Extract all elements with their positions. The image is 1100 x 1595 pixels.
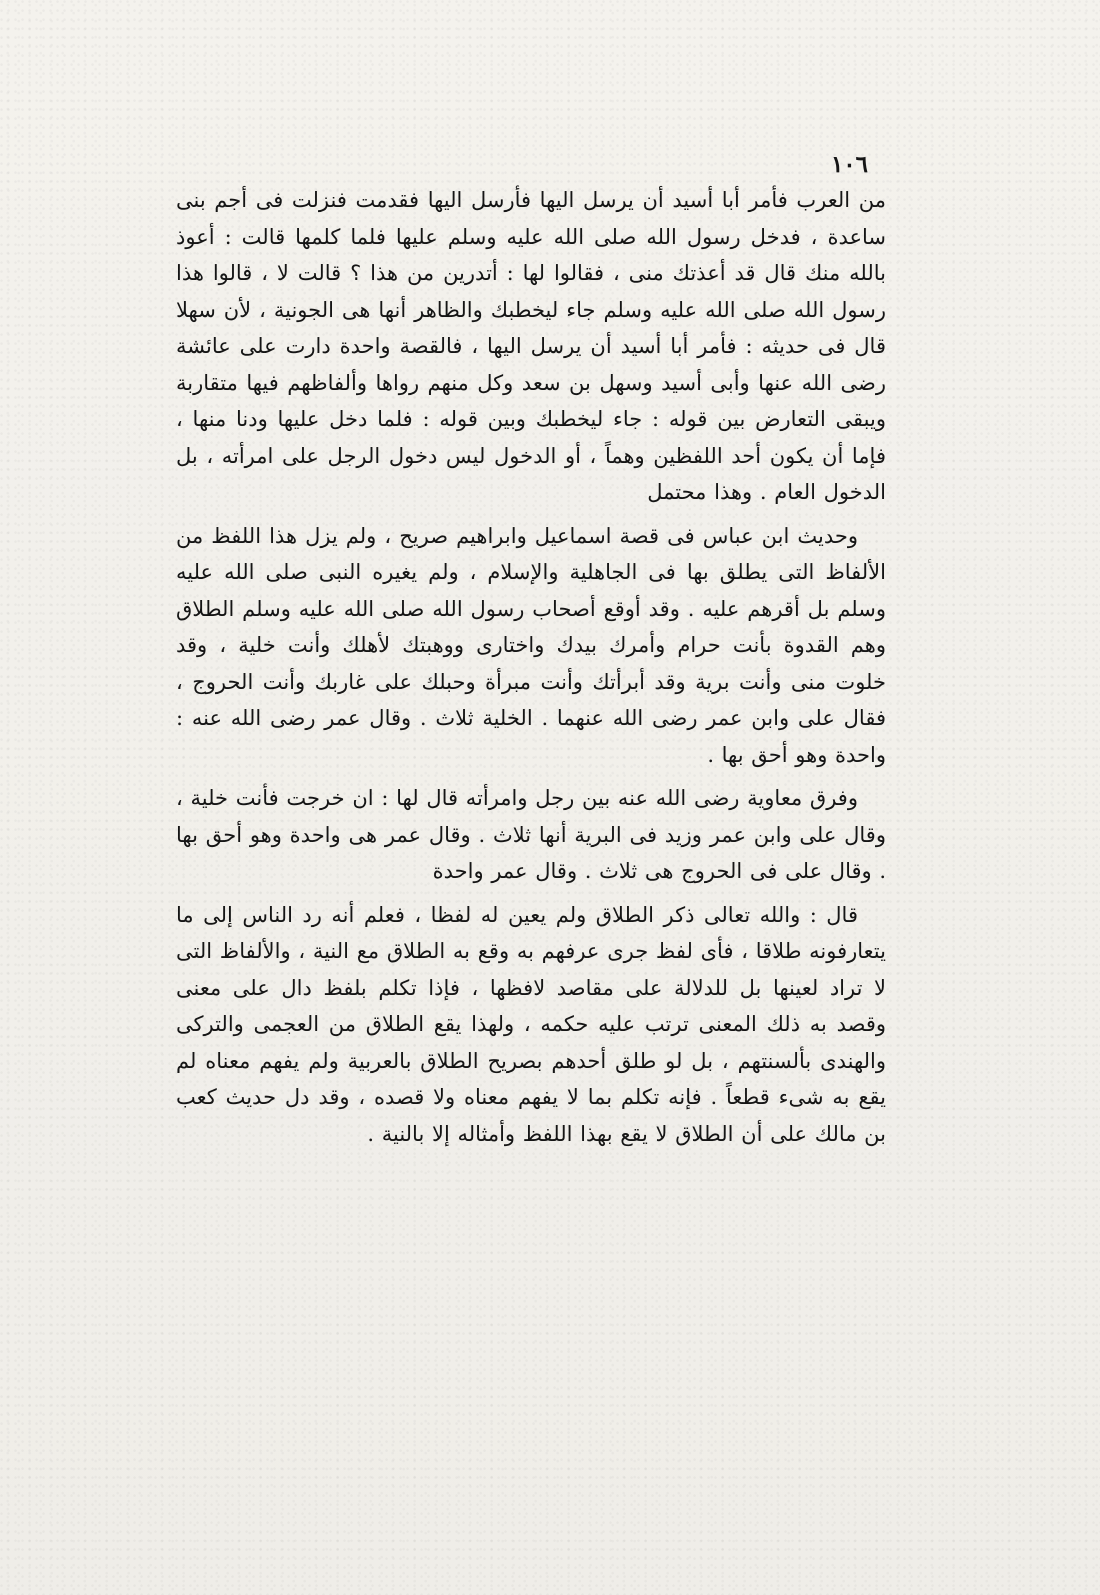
page-text-block xyxy=(176,148,886,1152)
paragraph-2: وحديث ابن عباس فى قصة اسماعيل وابراهيم صريح ، ولم يزل هذا اللفظ من الألفاظ التى يطلق بها فى الجاهلية والإسلام ، ولم يغيره النبى صلى الله عليه وسلم بل أقرهم عليه . وقد أوقع أصحاب رسول الله صلى الله عليه وسلم الطلاق وهم القدوة بأنت حرام وأمرك بيدك واختارى ووهبتك لأهلك وأنت خلية ، وقد خلوت منى وأنت برية وقد أبرأتك وأنت مبرأة وحبلك على غاربك وأنت الحروج ، فقال على وابن عمر رضى الله عنهما . الخلية ثلاث . وقال عمر رضى الله عنه : واحدة وهو أحق بها . xyxy=(176,523,886,767)
paragraph-3: وفرق معاوية رضى الله عنه بين رجل وامرأته قال لها : ان خرجت فأنت خلية ، وقال على وابن عمر وزيد فى البرية أنها ثلاث . وقال عمر هى واحدة وهو أحق بها . وقال على فى الحروج هى ثلاث . وقال عمر واحدة xyxy=(176,786,886,883)
paragraph-4: قال : والله تعالى ذكر الطلاق ولم يعين له لفظا ، فعلم أنه رد الناس إلى ما يتعارفونه طلاقا ، فأى لفظ جرى عرفهم به وقع به الطلاق مع النية ، والألفاظ التى لا تراد لعينها بل للدلالة على مقاصد لافظها ، فإذا تكلم بلفظ دال على معنى وقصد به ذلك المعنى ترتب عليه حكمه ، ولهذا يقع الطلاق من العجمى والتركى والهندى بألسنتهم ، بل لو طلق أحدهم بصريح الطلاق بالعربية ولم يفهم معناه لم يقع به شىء قطعاً . فإنه تكلم بما لا يفهم معناه ولا قصده ، وقد دل حديث كعب بن مالك على أن الطلاق لا يقع بهذا اللفظ وأمثاله إلا بالنية . xyxy=(176,902,886,1146)
page-number: ١٠٦ xyxy=(830,151,868,178)
paragraph-1: من العرب فأمر أبا أسيد أن يرسل اليها فأرسل اليها فقدمت فنزلت فى أجم بنى ساعدة ، فدخل رسول الله صلى الله عليه وسلم عليها فلما كلمها قالت : أعوذ بالله منك قال قد أعذتك منى ، فقالوا لها : أتدرين من هذا ؟ قالت لا ، قالوا هذا رسول الله صلى الله عليه وسلم جاء ليخطبك والظاهر أنها هى الجونية ، لأن سهلا قال فى حديثه : فأمر أبا أسيد أن يرسل اليها ، فالقصة واحدة دارت على عائشة رضى الله عنها وأبى أسيد وسهل بن سعد وكل منهم رواها وألفاظهم فيها متقاربة ويبقى التعارض بين قوله : جاء ليخطبك وبين قوله : فلما دخل عليها ودنا منها ، فإما أن يكون أحد اللفظين وهماً ، أو الدخول ليس دخول الرجل على امرأته ، بل الدخول العام . وهذا محتمل xyxy=(176,188,886,504)
